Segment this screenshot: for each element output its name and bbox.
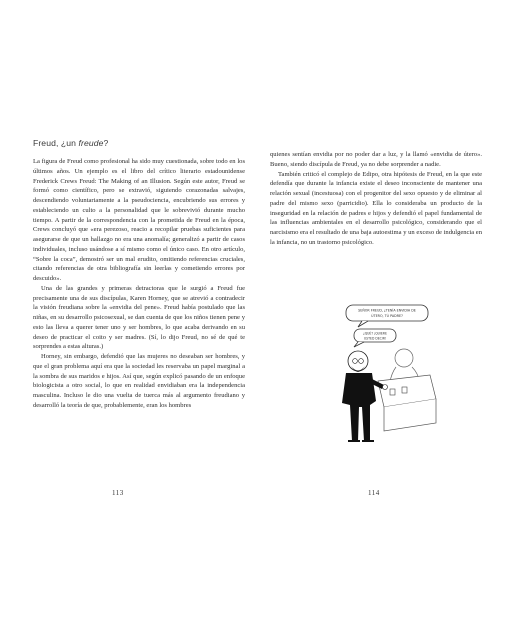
section-heading (33, 138, 245, 148)
page-number-right: 114 (368, 489, 380, 497)
heading-text: Freud, ¿un (33, 138, 79, 148)
heading-question-mark: ? (103, 138, 109, 148)
second-figure-head (395, 349, 413, 367)
left-page (33, 138, 245, 411)
page-number-left: 113 (112, 489, 124, 497)
freud-head (348, 351, 368, 371)
bubble-text-line-2: ÚTERO, TÚ PADRE? (371, 314, 403, 318)
speech-bubble-small-tail (354, 342, 364, 347)
speech-bubble-tail (358, 321, 368, 327)
paragraph-3: Horney, sin embargo, defendió que las mujeres no deseaban ser hombres, y que el gran problema aquí era que la sociedad les reservaba un papel marginal a la sombra de sus maridos e hijos. Así que, según explicó pasando de un enfoque biologicista a otro social, lo que en realidad envidiaban era la independencia masculina. Incluso le dio una vuelta de tuerca más al argumento freudiano y desarrolló la teoría de que, probablemente, eran los hombres (33, 353, 245, 409)
small-bubble-line-1: ¿QUÉ? ¡QUIERE (363, 331, 387, 336)
bubble-text-line-1: SEÑOR FREUD, ¿TENÍA ENVIDIA DE (358, 308, 416, 313)
freud-illustration (318, 303, 460, 453)
paragraph-5: También criticó el complejo de Edipo, otra hipótesis de Freud, en la que este defendía que durante la infancia existe el deseo inconsciente de mantener una relación sexual (incestuosa) con el progenitor del sexo opuesto y de eliminar al padre del mismo sexo (parricidio). Ella lo consideraba un producto de la inseguridad en la relación de padres e hijos y defendió el papel fundamental de las influencias ambientales en el desarrollo psicológico, considerando que el narcisismo era el resultado de una baja autoestima y un exceso de indulgencia en la infancia, no un trastorno psicológico. (270, 170, 482, 246)
paragraph-2: Una de las grandes y primeras detractoras que le surgió a Freud fue precisamente una de sus discípulas, Karen Horney, que se atrevió a contradecir la visión freudiana sobre la «envidia del pene». Freud había postulado que las niñas, en su desarrollo psicosexual, se dan cuenta de que los niños tienen pene y esto las lleva a querer tener uno y ser hombres, lo que acaba derivando en su deseo de practicar el coito y ser madres. (Sí, lo dijo Freud, no sé de qué te sorprendes a estas alturas.) (33, 284, 245, 351)
speech-bubble-large (346, 305, 428, 321)
paragraph-4: quienes sentían envidia por no poder dar a luz, y la llamó «envidia de útero». Bueno, siendo discípula de Freud, ya no debe sorprender a nadie. (270, 151, 482, 168)
cup-1 (390, 389, 395, 395)
paragraph-1: La figura de Freud como profesional ha sido muy cuestionada, sobre todo en los últimos años. Un ejemplo es el libro del crítico literario estadounidense Frederick Crews Freud: The Making of an Illusion. Según este autor, Freud se formó como científico, pero se extravió, siguiendo corazonadas salvajes, descendiendo voluntariamente a la pseudociencia, encubriendo sus errores y estableciendo un culto a la personalidad que le sobrevivió durante mucho tiempo. A partir de la correspondencia con la prometida de Freud en la época, Crews concluyó que «era perezoso, reacio a recopilar pruebas suficientes para asegurarse de que un hallazgo no era una anomalía; generalizó a partir de casos individuales, incluso usándose a sí mismo como el único caso. En otro artículo, “Sobre la coca”, demostró ser un mal erudito, omitiendo referencias cruciales, citando referencias de otra bibliografía sin leerlas y cometiendo errores por descuido». (33, 158, 245, 282)
cup-2 (402, 387, 407, 393)
small-bubble-line-2: USTED DECIR! (363, 336, 387, 341)
freud-hand (383, 385, 388, 390)
heading-italic-word: freude (78, 138, 104, 148)
right-page (270, 150, 482, 248)
